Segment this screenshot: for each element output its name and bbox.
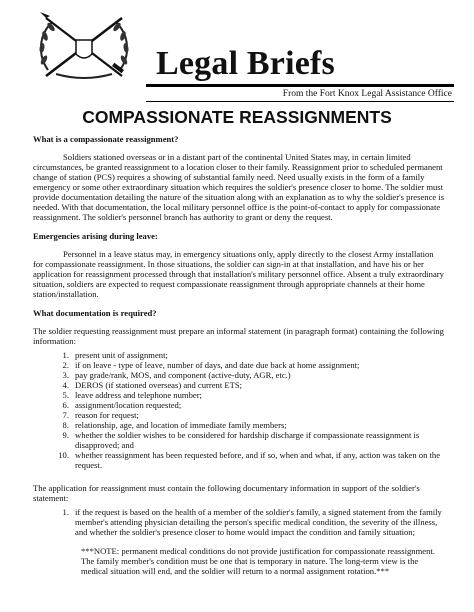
list-number: 9. [62, 430, 69, 440]
list-item [33, 390, 445, 400]
list-number: 1. [62, 507, 69, 517]
question-heading: Emergencies arising during leave: [33, 231, 158, 241]
paragraph: The soldier requesting reassignment must prepare an informal statement (in paragraph format) containing the following information: [33, 326, 444, 346]
note-paragraph: ***NOTE: permanent medical conditions do not provide justification for compassionate reassignment. The family member's condition must be one that is temporary in nature. The long-term view is the medical situation will end, and the soldier will return to a normal assignment rotation.*** [81, 546, 435, 576]
list-item [33, 360, 445, 370]
list-text: whether reassignment has been requested before, and if so, when and what, if any, action was taken on the request. [75, 450, 441, 470]
paragraph: Soldiers stationed overseas or in a distant part of the continental United States may, in certain limited circumstances, be granted reassignment to a location closer to their family. Reassignment prior to scheduled permanent change of station (PCS) requires a showing of substantial family need. Need usually exists in the form of a family emergency or some other extraordinary situation which requires the soldier's presence closer to home. The soldier must provide documentation detailing the nature of the situation along with an explanation as to why the soldier's presence is needed. With that documentation, the local military personnel office is the point-of-contact to apply for compassionate reassignment. The soldier's personnel branch has authority to grant or deny the request. [33, 152, 445, 222]
list-number: 5. [62, 390, 69, 400]
list-item [33, 350, 445, 360]
document-title: COMPASSIONATE REASSIGNMENTS [82, 107, 392, 127]
list-text: pay grade/rank, MOS, and component (active-duty, AGR, etc.) [75, 370, 291, 380]
header-rule-thin [146, 101, 454, 102]
list-item [33, 400, 445, 410]
newsletter-title: Legal Briefs [156, 45, 335, 82]
question-heading: What documentation is required? [33, 308, 157, 318]
list-number: 1. [62, 350, 69, 360]
list-text: whether the soldier wishes to be considered for hardship discharge if compassionate reassignment is disapproved; and [75, 430, 420, 450]
document-body [33, 134, 445, 576]
list-item [33, 420, 445, 430]
list-item [33, 380, 445, 390]
list-text: assignment/location requested; [75, 400, 182, 410]
newsletter-subtitle: From the Fort Knox Legal Assistance Office [282, 89, 452, 99]
list-text: if on leave - type of leave, number of days, and date due back at home assignment; [75, 360, 360, 370]
paragraph: Personnel in a leave status may, in emergency situations only, apply directly to the closest Army installation for compassionate reassignment. In those situations, the soldier can sign-in at that installation, and have his or her application for reassignment processed through that installation's military personnel office. Absent a truly extraordinary situation, soldiers are expected to request compassionate reassignment through appropriate channels at their home station/installation. [33, 249, 444, 299]
list-item [33, 507, 445, 537]
list-item [33, 410, 445, 420]
list-number: 7. [62, 410, 69, 420]
list-item [33, 430, 445, 450]
list-text: relationship, age, and location of immediate family members; [75, 420, 287, 430]
list-text: reason for request; [75, 410, 139, 420]
list-number: 10. [58, 450, 69, 460]
list-text: present unit of assignment; [75, 350, 168, 360]
list-number: 6. [62, 400, 69, 410]
jag-emblem-icon [28, 8, 140, 84]
documentation-list [33, 507, 445, 537]
list-text: if the request is based on the health of a member of the soldier's family, a signed statement from the family member's attending physician detailing the person's specific medical condition, the severity of the illness, and whether the soldier's presence closer to home would impact the condition and family situation; [75, 507, 442, 537]
list-number: 2. [62, 360, 69, 370]
list-number: 4. [62, 380, 69, 390]
info-list [33, 350, 445, 470]
list-text: leave address and telephone number; [75, 390, 202, 400]
list-number: 8. [62, 420, 69, 430]
question-heading: What is a compassionate reassignment? [33, 134, 179, 144]
list-item [33, 450, 445, 470]
paragraph: The application for reassignment must contain the following documentary information in support of the soldier's statement: [33, 483, 420, 503]
header-rule-thick [146, 84, 454, 87]
list-number: 3. [62, 370, 69, 380]
list-text: DEROS (if stationed overseas) and current ETS; [75, 380, 243, 390]
list-item [33, 370, 445, 380]
